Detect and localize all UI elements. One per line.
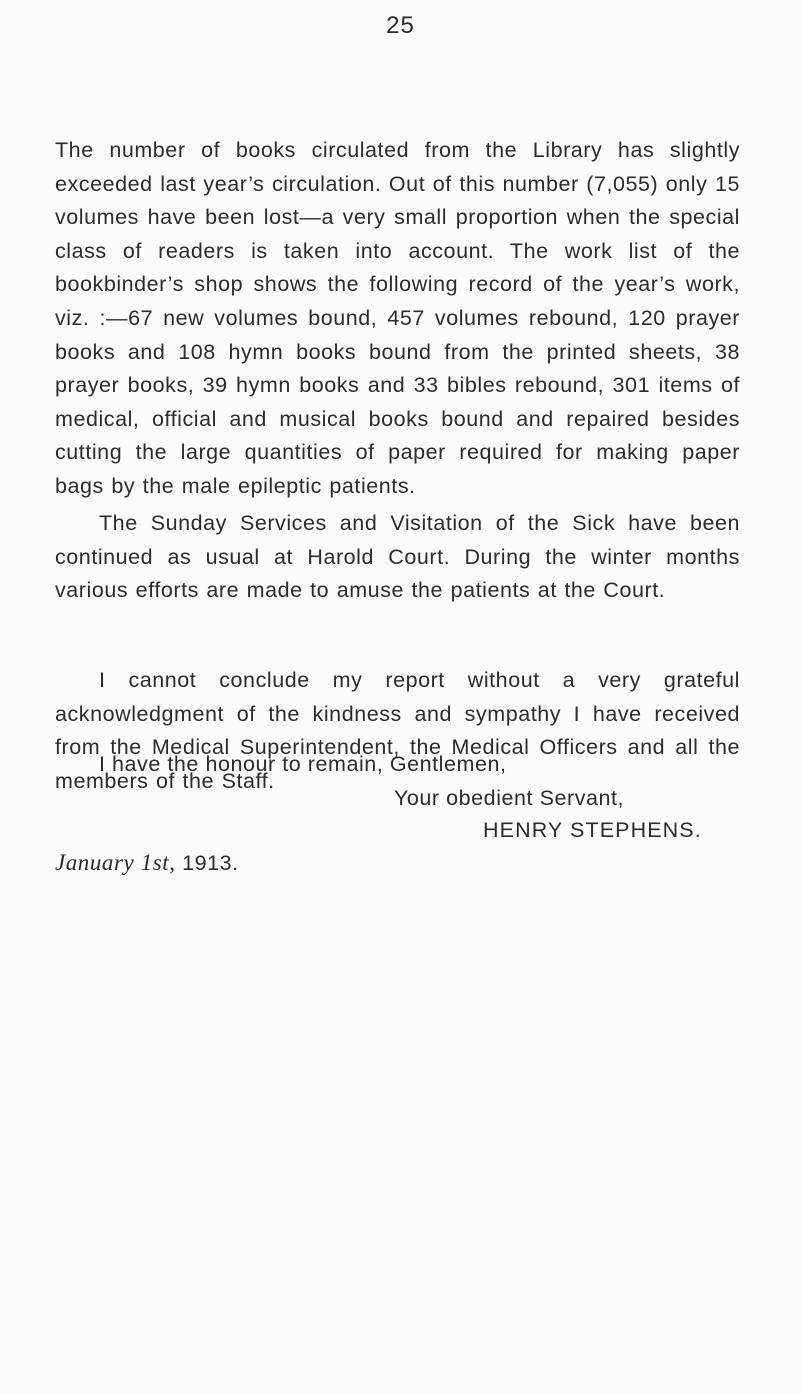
salutation: Your obedient Servant, [394,786,625,810]
report-date [55,850,239,876]
date-month: January [55,850,135,875]
date-year: 1913. [182,851,239,875]
page-number: 25 [386,12,415,39]
paragraph-acknowledgment: I cannot conclude my report without a very grateful acknowledgment of the kindness and sympathy I have received from the Medical Superintendent, the Medical Officers and all the members of the Staff. [55,668,740,793]
closing-line: I have the honour to remain, Gentlemen, [99,752,507,776]
date-day: 1st, [140,850,176,875]
paragraph-sunday-services: The Sunday Services and Visitation of the Sick have been continued as usual at Harold Court. During the winter months various efforts are made to amuse the patients at the Court. [55,511,740,603]
signature: HENRY STEPHENS. [483,818,702,842]
paragraph-library-report: The number of books circulated from the Library has slightly exceeded last year’s circulation. Out of this number (7,055) only 15 volumes have been lost—a very small proportion when the special class of readers is taken into account. The work list of the bookbinder’s shop shows the following record of the year’s work, viz. :—67 new volumes bound, 457 volumes rebound, 120 prayer books and 108 hymn books bound from the printed sheets, 38 prayer books, 39 hymn books and 33 bibles rebound, 301 items of medical, official and musical books bound and repaired besides cutting the large quantities of paper required for making paper bags by the male epileptic patients. [55,138,740,498]
